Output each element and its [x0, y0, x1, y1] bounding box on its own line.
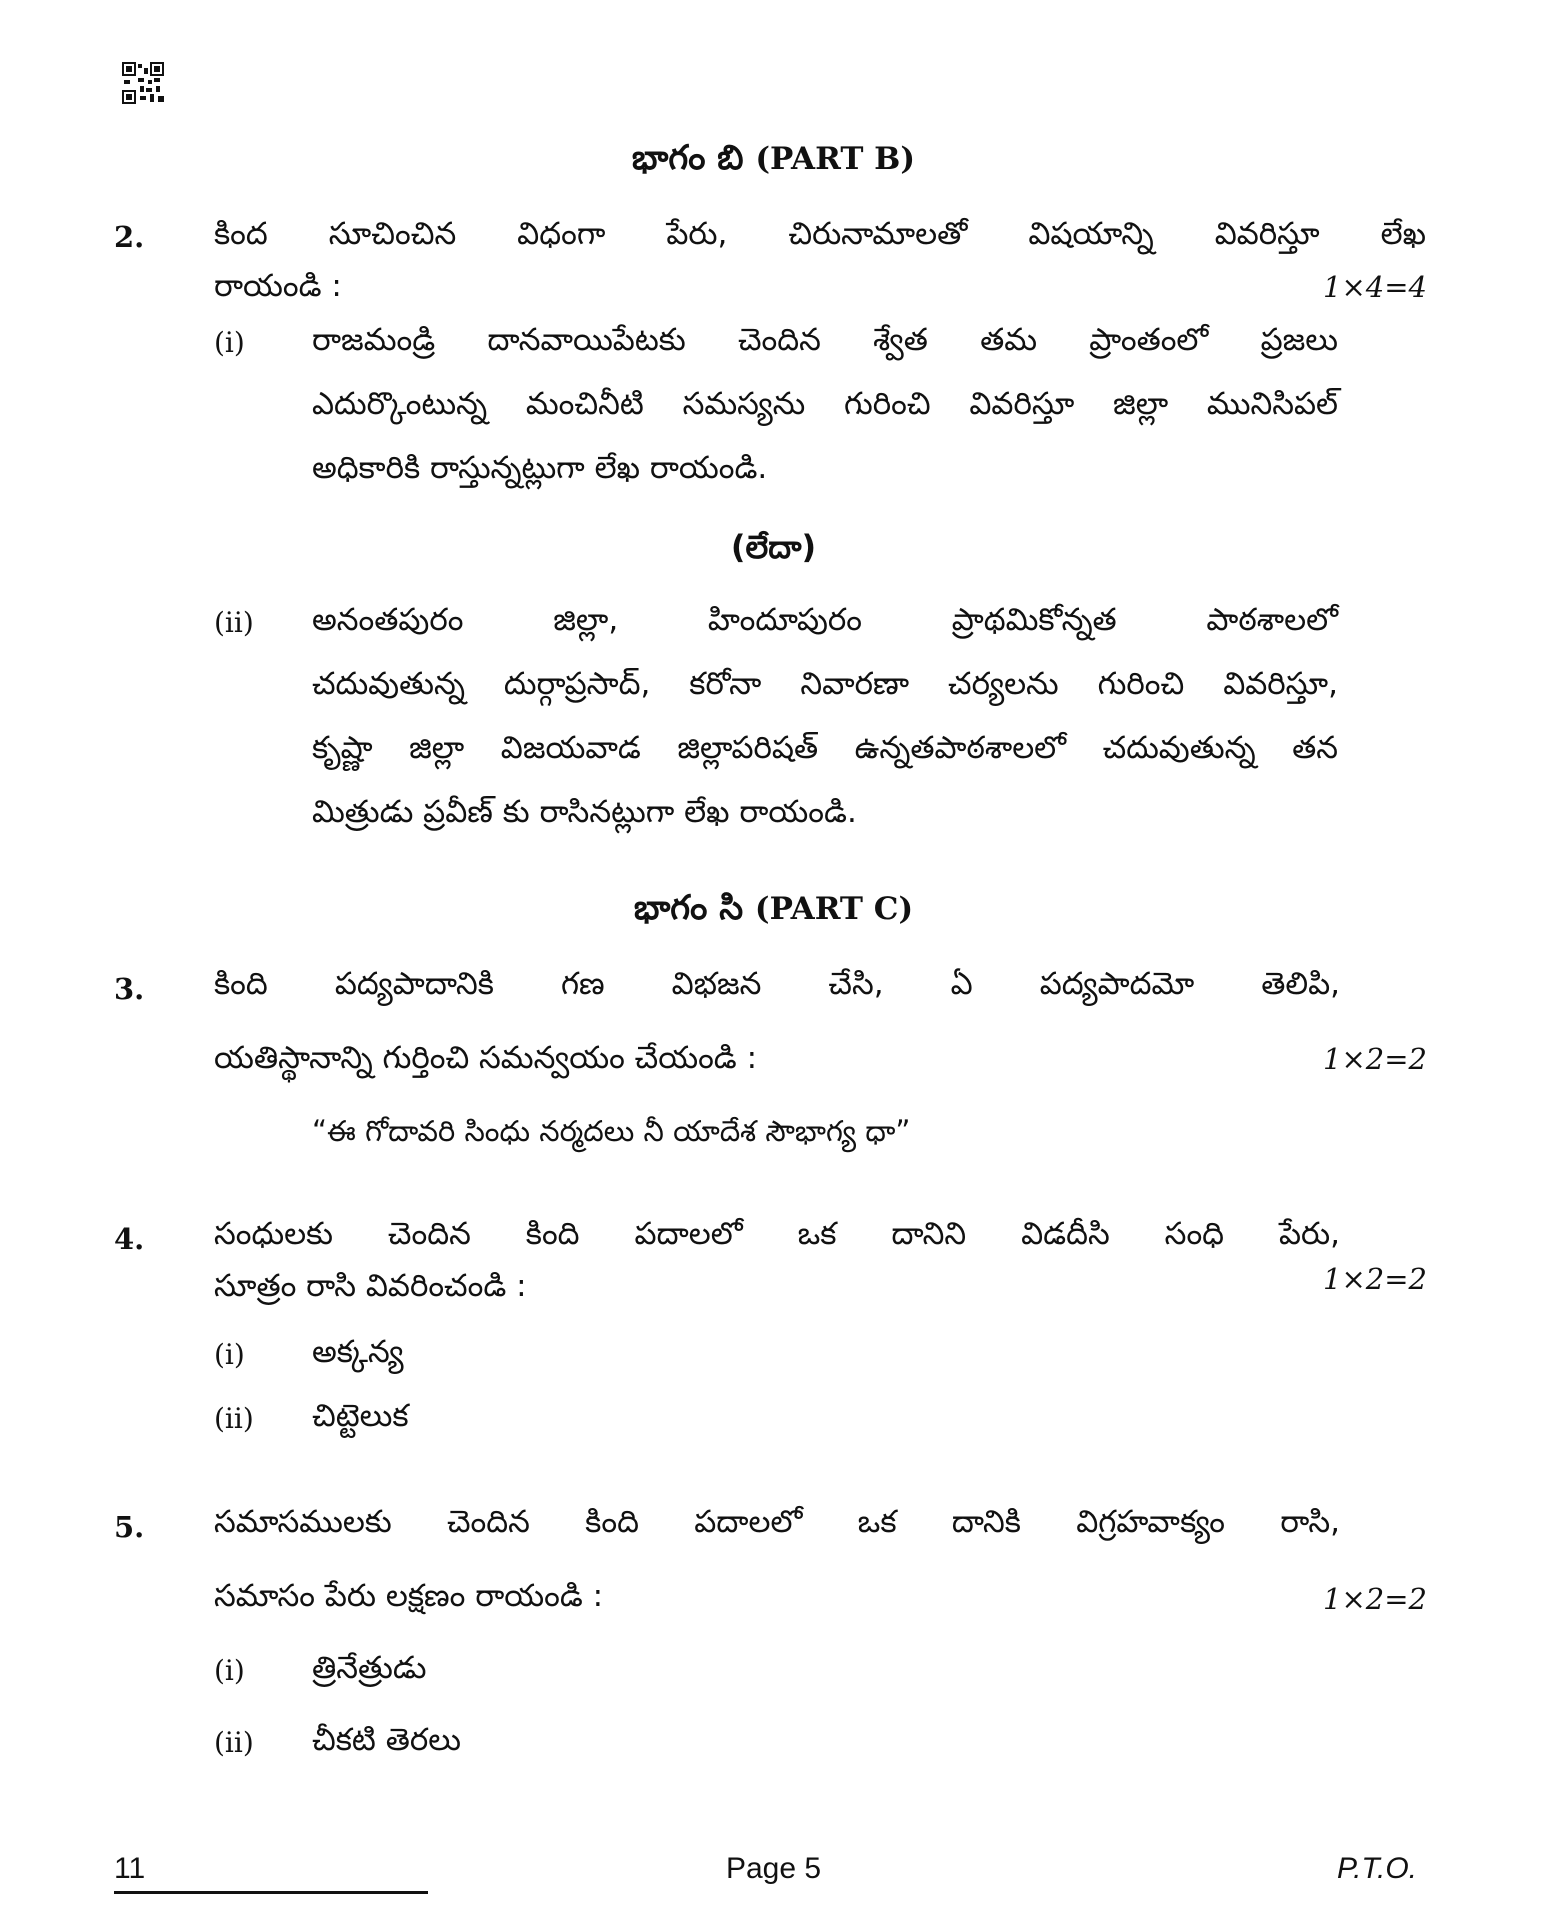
question-5-text-line-1: సమాసములకు చెందిన కింది పదాలలో ఒక దానికి విగ్రహవాక్యం రాసి,: [214, 1504, 1340, 1540]
question-5-option-i-text: త్రినేత్రుడు: [312, 1650, 427, 1686]
question-2-option-i-label: (i): [214, 326, 245, 359]
question-5-option-i-label: (i): [214, 1654, 245, 1687]
question-2-option-i-line-2: ఎదుర్కొంటున్న మంచినీటి సమస్యను గురించి వివరిస్తూ జిల్లా మునిసిపల్: [312, 386, 1338, 422]
question-5-option-ii-label: (ii): [214, 1726, 254, 1759]
question-2-option-ii-line-2: చదువుతున్న దుర్గాప్రసాద్, కరోనా నివారణా చర్యలను గురించి వివరిస్తూ,: [312, 666, 1338, 702]
question-5-marks: 1×2=2: [1323, 1582, 1427, 1616]
question-4-text-line-1: సంధులకు చెందిన కింది పదాలలో ఒక దానిని విడదీసి సంధి పేరు,: [214, 1216, 1340, 1252]
question-5-option-ii-text: చీకటి తెరలు: [312, 1722, 461, 1758]
part-c-heading: [0, 888, 1547, 936]
question-2-option-i-line-3: అధికారికి రాస్తున్నట్లుగా లేఖ రాయండి.: [312, 450, 768, 486]
question-3-text-line-1: కింది పద్యపాదానికి గణ విభజన చేసి, ఏ పద్యపాదమో తెలిపి,: [214, 966, 1340, 1002]
question-2-option-ii-line-1: అనంతపురం జిల్లా, హిందూపురం ప్రాథమికోన్నత పాఠశాలలో: [312, 602, 1338, 638]
question-2-option-ii-label: (ii): [214, 606, 254, 639]
question-2-text-line-1: కింద సూచించిన విధంగా పేరు, చిరునామాలతో విషయాన్ని వివరిస్తూ లేఖ: [214, 216, 1426, 252]
question-2-option-ii-line-4: మిత్రుడు ప్రవీణ్ కు రాసినట్లుగా లేఖ రాయండి.: [312, 794, 857, 830]
question-2-text-line-2: రాయండి :: [214, 268, 342, 304]
qr-code-icon: [122, 62, 164, 104]
part-b-heading-telugu: భాగం బి: [631, 138, 744, 178]
question-4-option-ii-label: (ii): [214, 1402, 254, 1435]
part-b-heading: [0, 138, 1547, 186]
question-4-option-i-text: అక్కన్య: [312, 1334, 404, 1370]
question-2-option-ii-line-3: కృష్ణా జిల్లా విజయవాడ జిల్లాపరిషత్ ఉన్నతపాఠశాలలో చదువుతున్న తన: [312, 730, 1338, 766]
question-3-verse-quote: “ఈ గోదావరి సింధు నర్మదలు నీ యాదేశ సౌభాగ్య ధా”: [312, 1114, 911, 1148]
question-3-marks: 1×2=2: [1323, 1042, 1427, 1076]
question-4-number: 4.: [114, 1222, 145, 1256]
question-4-text-line-2: సూత్రం రాసి వివరించండి :: [214, 1268, 527, 1304]
question-2-option-i-line-1: రాజమండ్రి దానవాయిపేటకు చెందిన శ్వేత తమ ప్రాంతంలో ప్రజలు: [312, 322, 1338, 358]
question-4-option-ii-text: చిట్టెలుక: [312, 1398, 409, 1434]
footer-pto: P.T.O.: [1336, 1852, 1417, 1885]
question-5-text-line-2: సమాసం పేరు లక్షణం రాయండి :: [214, 1578, 604, 1614]
footer-page-number: Page 5: [725, 1852, 822, 1885]
question-4-option-i-label: (i): [214, 1338, 245, 1371]
question-2-marks: 1×4=4: [1323, 270, 1427, 304]
question-3-text-line-2: యతిస్థానాన్ని గుర్తించి సమన్వయం చేయండి :: [214, 1040, 758, 1076]
footer-paper-code: 11: [114, 1852, 146, 1885]
question-4-marks: 1×2=2: [1323, 1262, 1427, 1296]
part-c-heading-telugu: భాగం సి: [633, 888, 744, 928]
part-b-heading-english: (PART B): [755, 141, 916, 177]
part-c-heading-english: (PART C): [754, 891, 914, 927]
footer-underline: [114, 1891, 428, 1894]
question-5-number: 5.: [114, 1510, 145, 1544]
question-3-number: 3.: [114, 972, 145, 1006]
question-2-number: 2.: [114, 220, 145, 254]
question-2-or-divider: (లేదా): [730, 528, 817, 566]
